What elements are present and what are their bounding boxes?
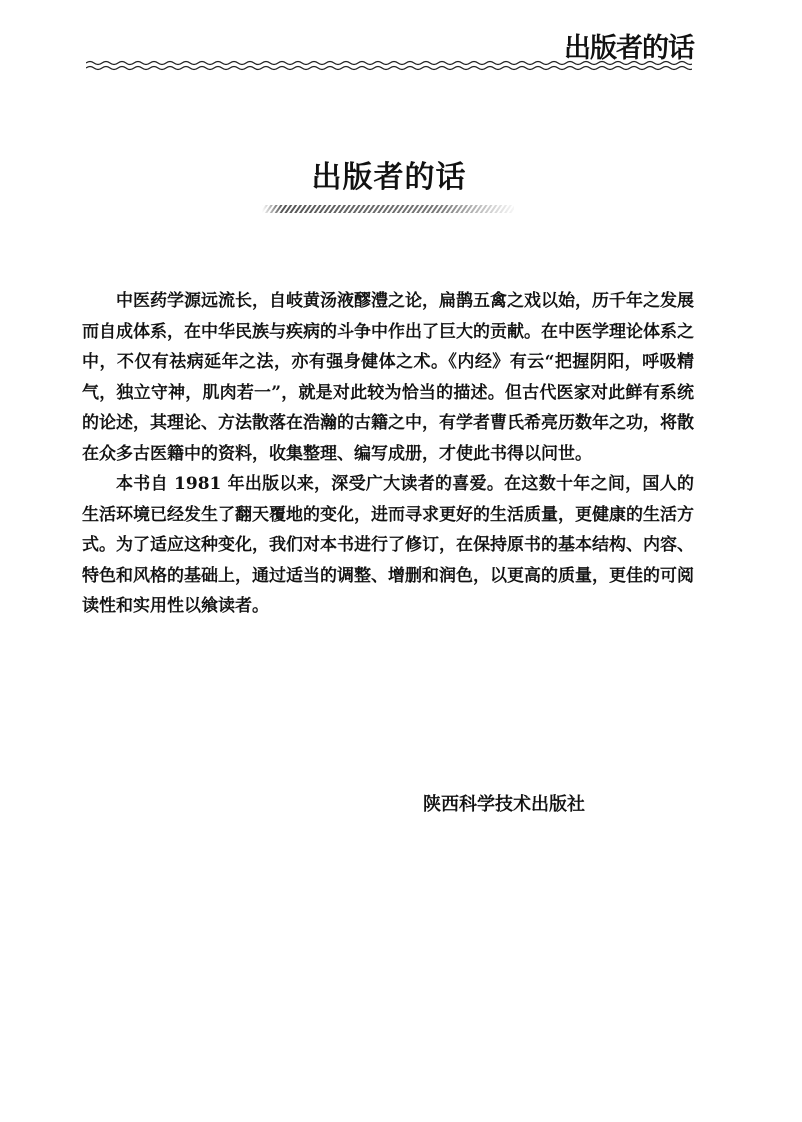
title-ornament-band [262,203,514,215]
running-header: 出版者的话 [564,33,694,64]
paragraph-2: 本书自 1981 年出版以来，深受广大读者的喜爱。在这数十年之间，国人的生活环境已经发生了翻天覆地的变化，进而寻求更好的生活质量，更健康的生活方式。为了适应这种变化，我们对本书进行了修订，在保持原书的基本结构、内容、特色和风格的基础上，通过适当的调整、增删和润色，以更高的质量，更佳的可阅读性和实用性以飨读者。 [82,474,694,616]
publisher-signature: 陕西科学技术出版社 [423,794,585,815]
paragraph-1: 中医药学源远流长，自岐黄汤液醪澧之论，扁鹊五禽之戏以始，历千年之发展而自成体系，在中华民族与疾病的斗争中作出了巨大的贡献。在中医学理论体系之中，不仅有祛病延年之法，亦有强身健体之术。《内经》有云“把握阴阳，呼吸精气，独立守神，肌肉若一”，就是对此较为恰当的描述。但古代医家对此鲜有系统的论述，其理论、方法散落在浩瀚的古籍之中，有学者曹氏希亮历数年之功，将散在众多古医籍中的资料，收集整理、编写成册，才使此书得以问世。 [82,291,694,464]
preface-body [82,286,694,622]
header-wavy-rule [86,60,692,72]
page-title: 出版者的话 [311,160,467,195]
